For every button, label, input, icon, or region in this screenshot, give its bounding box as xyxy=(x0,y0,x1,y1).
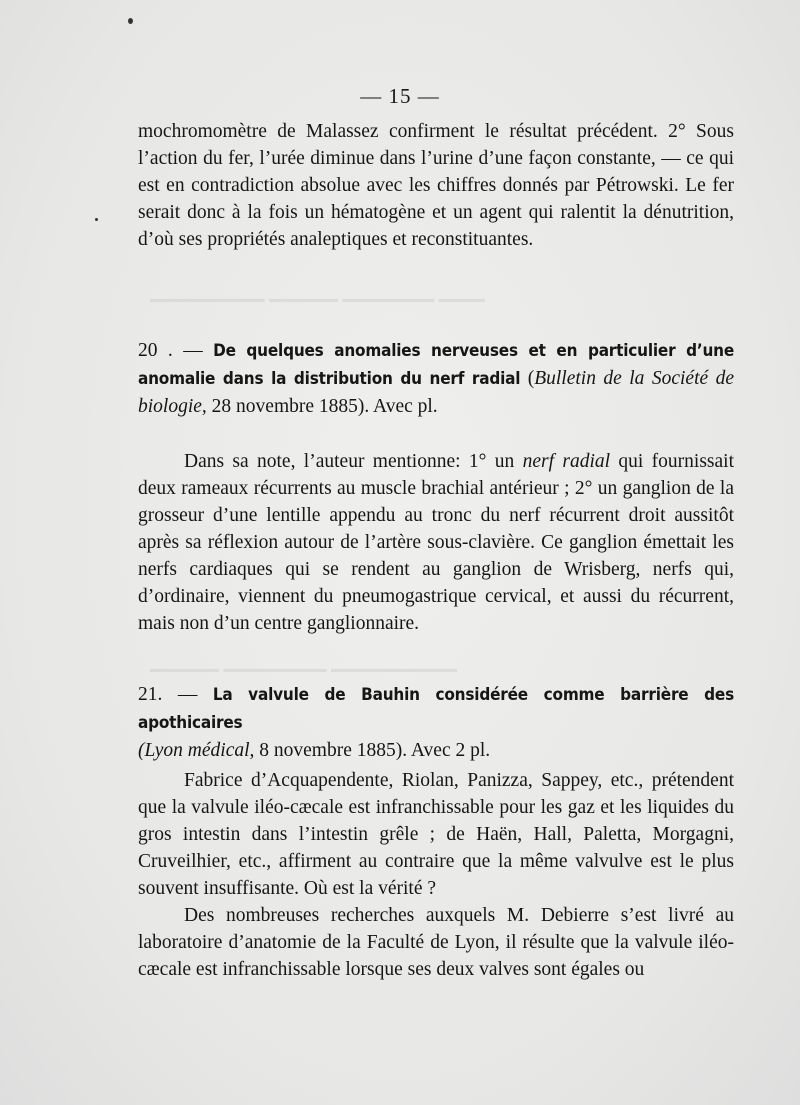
ink-speck xyxy=(128,18,133,24)
entry-title: De quelques anomalies nerveuses et en particulier d’une anomalie dans la distribution du nerf radial xyxy=(138,341,735,389)
bibliography-entry-20 xyxy=(138,337,734,420)
summary-italic-term: nerf radial xyxy=(522,451,611,472)
bibliography-entry-21 xyxy=(138,681,734,764)
summary-text: Dans sa note, l’auteur mentionne: 1° un xyxy=(184,451,515,472)
summary-paragraph: Des nombreuses recherches auxquels M. Debierre s’est livré au laboratoire d’anatomie de la Faculté de Lyon, il résulte que la valvule iléo-cæcale est infranchissable lorsque ses deux valves sont égales ou xyxy=(138,905,734,980)
entry-title: La valvule de Bauhin considérée comme barrière des apothicaires xyxy=(138,685,735,733)
summary-text: qui fournissait deux rameaux récurrents au muscle brachial antérieur ; 2° un ganglion de la grosseur d’une lentille appendu au tronc du nerf récurrent droit aussitôt après sa réflexion autour de l’artère sous-clavière. Ce ganglion émettait les nerfs cardiaques qui se rendent au ganglion de Wrisberg, nerfs qui, d’ordinaire, viennent du pneumogastrique cervical, et aussi du récurrent, mais non d’un centre ganglionnaire. xyxy=(138,451,735,634)
summary-paragraph xyxy=(138,448,734,637)
entry-number: 20 . xyxy=(138,340,173,361)
page-number: — 15 — xyxy=(360,84,440,108)
entry-date: 28 novembre 1885). Avec pl. xyxy=(211,396,438,417)
summary-paragraph: Fabrice d’Acquapendente, Riolan, Panizza, Sappey, etc., prétendent que la valvule iléo-cæcale est infranchissable pour les gaz et les liquides du gros intestin dans l’intestin grêle ; de Haën, Hall, Paletta, Morgagni, Cruveilhier, etc., affirment au contraire que la même valvulve est le plus souvent insuffisante. Où est la vérité ? xyxy=(138,770,734,899)
entry-20-summary xyxy=(138,448,734,637)
entry-heading xyxy=(138,337,734,420)
paragraph-continuation xyxy=(138,118,734,253)
entry-source: Bulletin de la Société de biologie, xyxy=(138,368,735,417)
source-paren: ( xyxy=(527,368,535,389)
bleed-through-shadow: ━━━━━━━━━━━ ━━━━━━━━━ ━━━━━━ xyxy=(150,661,457,682)
entry-21-summary xyxy=(138,767,734,983)
entry-heading xyxy=(138,681,734,764)
bleed-through-shadow: ━━━━ ━━━━━━━━ ━━━━━━ ━━━━━━━━━━ xyxy=(150,291,485,312)
ink-speck xyxy=(95,218,98,221)
entry-source: (Lyon médical, xyxy=(138,740,255,761)
entry-date: 8 novembre 1885). Avec 2 pl. xyxy=(259,740,491,761)
paragraph-text: mochromomètre de Malassez confirment le résultat précédent. 2° Sous l’action du fer, l’urée diminue dans l’urine d’une façon constante, — ce qui est en contradiction absolue avec les chiffres donnés par Pétrowski. Le fer serait donc à la fois un hématogène et un agent qui ralentit la dénutrition, d’où ses propriétés analeptiques et reconstituantes. xyxy=(138,121,734,250)
entry-dash: — xyxy=(183,340,203,361)
entry-dash: — xyxy=(177,684,198,705)
entry-number: 21. xyxy=(138,684,163,705)
